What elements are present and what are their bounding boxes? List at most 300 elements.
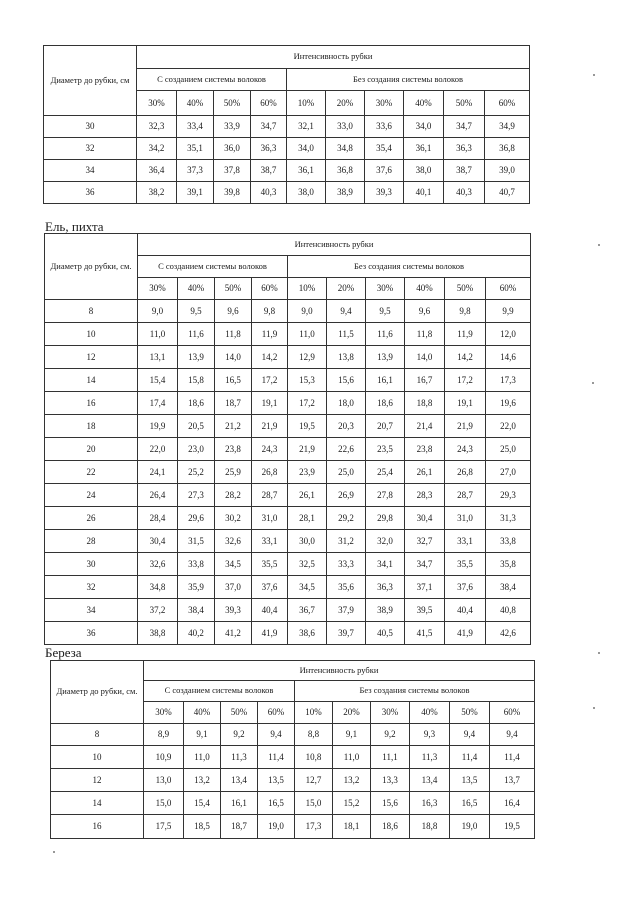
value-cell: 12,9 xyxy=(288,346,327,369)
table-row xyxy=(45,599,531,622)
value-cell: 40,1 xyxy=(404,182,444,204)
percent-header-without: 40% xyxy=(410,702,450,724)
percent-header-with: 30% xyxy=(144,702,184,724)
table-row xyxy=(45,461,531,484)
value-cell: 37,3 xyxy=(177,160,214,182)
diameter-cell: 34 xyxy=(44,160,137,182)
diameter-cell: 10 xyxy=(45,323,138,346)
percent-header-with: 40% xyxy=(177,91,214,116)
value-cell: 33,4 xyxy=(177,116,214,138)
value-cell: 11,0 xyxy=(138,323,178,346)
percent-header-with: 30% xyxy=(137,91,177,116)
value-cell: 11,6 xyxy=(366,323,405,346)
value-cell: 39,0 xyxy=(485,160,530,182)
table-row xyxy=(45,438,531,461)
intensity-header: Интенсивность рубки xyxy=(144,661,535,681)
value-cell: 39,3 xyxy=(215,599,252,622)
value-cell: 13,3 xyxy=(371,769,410,792)
value-cell: 29,6 xyxy=(178,507,215,530)
value-cell: 32,0 xyxy=(366,530,405,553)
table-row xyxy=(45,346,531,369)
value-cell: 38,6 xyxy=(288,622,327,645)
value-cell: 24,1 xyxy=(138,461,178,484)
value-cell: 33,3 xyxy=(327,553,366,576)
value-cell: 16,1 xyxy=(221,792,258,815)
percent-header-without: 50% xyxy=(445,278,486,300)
section-title-birch: Береза xyxy=(45,645,82,660)
value-cell: 41,9 xyxy=(252,622,288,645)
table-row xyxy=(44,138,530,160)
value-cell: 26,8 xyxy=(445,461,486,484)
value-cell: 28,4 xyxy=(138,507,178,530)
value-cell: 40,3 xyxy=(251,182,287,204)
value-cell: 36,0 xyxy=(214,138,251,160)
value-cell: 37,2 xyxy=(138,599,178,622)
value-cell: 18,8 xyxy=(410,815,450,839)
table-row xyxy=(45,300,531,323)
value-cell: 11,8 xyxy=(215,323,252,346)
scan-speck xyxy=(593,74,595,76)
value-cell: 39,7 xyxy=(327,622,366,645)
value-cell: 11,6 xyxy=(178,323,215,346)
scan-speck xyxy=(598,244,600,246)
value-cell: 42,6 xyxy=(486,622,531,645)
value-cell: 13,9 xyxy=(366,346,405,369)
value-cell: 36,3 xyxy=(366,576,405,599)
value-cell: 32,6 xyxy=(138,553,178,576)
value-cell: 31,5 xyxy=(178,530,215,553)
value-cell: 16,1 xyxy=(366,369,405,392)
diameter-cell: 32 xyxy=(45,576,138,599)
value-cell: 31,0 xyxy=(445,507,486,530)
value-cell: 25,9 xyxy=(215,461,252,484)
value-cell: 33,8 xyxy=(486,530,531,553)
data-table-continuation xyxy=(43,45,530,204)
diameter-cell: 12 xyxy=(51,769,144,792)
value-cell: 14,2 xyxy=(445,346,486,369)
value-cell: 13,2 xyxy=(333,769,371,792)
value-cell: 40,8 xyxy=(486,599,531,622)
value-cell: 28,3 xyxy=(405,484,445,507)
value-cell: 38,4 xyxy=(178,599,215,622)
value-cell: 26,1 xyxy=(405,461,445,484)
percent-header-with: 60% xyxy=(251,91,287,116)
value-cell: 38,0 xyxy=(287,182,326,204)
value-cell: 34,8 xyxy=(138,576,178,599)
value-cell: 25,0 xyxy=(327,461,366,484)
intensity-header: Интенсивность рубки xyxy=(137,46,530,69)
diameter-cell: 24 xyxy=(45,484,138,507)
diameter-cell: 16 xyxy=(51,815,144,839)
value-cell: 30,4 xyxy=(405,507,445,530)
value-cell: 26,8 xyxy=(252,461,288,484)
value-cell: 17,2 xyxy=(288,392,327,415)
value-cell: 36,7 xyxy=(288,599,327,622)
value-cell: 26,4 xyxy=(138,484,178,507)
value-cell: 31,2 xyxy=(327,530,366,553)
value-cell: 13,2 xyxy=(184,769,221,792)
value-cell: 11,1 xyxy=(371,746,410,769)
value-cell: 18,7 xyxy=(221,815,258,839)
diameter-cell: 26 xyxy=(45,507,138,530)
value-cell: 9,0 xyxy=(288,300,327,323)
value-cell: 9,0 xyxy=(138,300,178,323)
percent-header-without: 20% xyxy=(326,91,365,116)
value-cell: 10,9 xyxy=(144,746,184,769)
value-cell: 40,2 xyxy=(178,622,215,645)
value-cell: 18,5 xyxy=(184,815,221,839)
value-cell: 13,9 xyxy=(178,346,215,369)
value-cell: 15,0 xyxy=(295,792,333,815)
percent-header-without: 60% xyxy=(490,702,535,724)
data-table-birch xyxy=(50,660,535,839)
value-cell: 38,8 xyxy=(138,622,178,645)
value-cell: 9,2 xyxy=(221,724,258,746)
value-cell: 34,0 xyxy=(404,116,444,138)
value-cell: 9,4 xyxy=(490,724,535,746)
value-cell: 16,3 xyxy=(410,792,450,815)
without-system-header: Без создания системы волоков xyxy=(295,681,535,702)
value-cell: 11,4 xyxy=(258,746,295,769)
value-cell: 30,0 xyxy=(288,530,327,553)
value-cell: 13,7 xyxy=(490,769,535,792)
percent-header-with: 40% xyxy=(178,278,215,300)
value-cell: 21,4 xyxy=(405,415,445,438)
table-row xyxy=(45,392,531,415)
value-cell: 34,7 xyxy=(405,553,445,576)
diameter-cell: 16 xyxy=(45,392,138,415)
table-row xyxy=(44,116,530,138)
value-cell: 38,9 xyxy=(326,182,365,204)
value-cell: 27,8 xyxy=(366,484,405,507)
diameter-cell: 22 xyxy=(45,461,138,484)
value-cell: 19,6 xyxy=(486,392,531,415)
value-cell: 30,2 xyxy=(215,507,252,530)
value-cell: 37,8 xyxy=(214,160,251,182)
value-cell: 13,5 xyxy=(258,769,295,792)
value-cell: 25,4 xyxy=(366,461,405,484)
value-cell: 37,9 xyxy=(327,599,366,622)
value-cell: 20,7 xyxy=(366,415,405,438)
diameter-cell: 14 xyxy=(51,792,144,815)
value-cell: 35,5 xyxy=(445,553,486,576)
table-row xyxy=(51,724,535,746)
value-cell: 36,3 xyxy=(251,138,287,160)
value-cell: 14,0 xyxy=(215,346,252,369)
value-cell: 32,3 xyxy=(137,116,177,138)
value-cell: 15,0 xyxy=(144,792,184,815)
value-cell: 14,6 xyxy=(486,346,531,369)
value-cell: 17,4 xyxy=(138,392,178,415)
value-cell: 11,8 xyxy=(405,323,445,346)
value-cell: 13,1 xyxy=(138,346,178,369)
table-row xyxy=(51,746,535,769)
value-cell: 22,6 xyxy=(327,438,366,461)
table-row xyxy=(45,323,531,346)
value-cell: 34,7 xyxy=(251,116,287,138)
value-cell: 14,2 xyxy=(252,346,288,369)
value-cell: 18,8 xyxy=(405,392,445,415)
percent-header-without: 20% xyxy=(333,702,371,724)
value-cell: 8,9 xyxy=(144,724,184,746)
value-cell: 25,0 xyxy=(486,438,531,461)
percent-header-without: 10% xyxy=(287,91,326,116)
table-row xyxy=(45,415,531,438)
value-cell: 38,0 xyxy=(404,160,444,182)
value-cell: 19,5 xyxy=(490,815,535,839)
value-cell: 41,5 xyxy=(405,622,445,645)
percent-header-with: 40% xyxy=(184,702,221,724)
value-cell: 23,8 xyxy=(215,438,252,461)
value-cell: 15,3 xyxy=(288,369,327,392)
value-cell: 18,6 xyxy=(366,392,405,415)
value-cell: 21,2 xyxy=(215,415,252,438)
value-cell: 36,8 xyxy=(326,160,365,182)
value-cell: 18,6 xyxy=(178,392,215,415)
percent-header-without: 30% xyxy=(371,702,410,724)
value-cell: 31,0 xyxy=(252,507,288,530)
value-cell: 19,0 xyxy=(258,815,295,839)
value-cell: 12,0 xyxy=(486,323,531,346)
value-cell: 11,0 xyxy=(333,746,371,769)
value-cell: 17,3 xyxy=(486,369,531,392)
value-cell: 10,8 xyxy=(295,746,333,769)
value-cell: 9,6 xyxy=(215,300,252,323)
table-row xyxy=(45,622,531,645)
value-cell: 19,1 xyxy=(252,392,288,415)
value-cell: 9,4 xyxy=(258,724,295,746)
percent-header-without: 60% xyxy=(486,278,531,300)
value-cell: 16,4 xyxy=(490,792,535,815)
value-cell: 38,7 xyxy=(251,160,287,182)
percent-header-without: 60% xyxy=(485,91,530,116)
value-cell: 40,4 xyxy=(445,599,486,622)
value-cell: 9,4 xyxy=(327,300,366,323)
table-row xyxy=(51,815,535,839)
value-cell: 35,5 xyxy=(252,553,288,576)
value-cell: 19,1 xyxy=(445,392,486,415)
value-cell: 16,7 xyxy=(405,369,445,392)
value-cell: 11,9 xyxy=(252,323,288,346)
value-cell: 15,8 xyxy=(178,369,215,392)
value-cell: 9,5 xyxy=(178,300,215,323)
table-row xyxy=(44,160,530,182)
percent-header-with: 50% xyxy=(214,91,251,116)
value-cell: 11,0 xyxy=(288,323,327,346)
diameter-cell: 20 xyxy=(45,438,138,461)
value-cell: 13,0 xyxy=(144,769,184,792)
value-cell: 24,3 xyxy=(445,438,486,461)
value-cell: 35,4 xyxy=(365,138,404,160)
diameter-cell: 30 xyxy=(44,116,137,138)
value-cell: 38,7 xyxy=(444,160,485,182)
value-cell: 37,0 xyxy=(215,576,252,599)
value-cell: 18,0 xyxy=(327,392,366,415)
value-cell: 36,1 xyxy=(287,160,326,182)
percent-header-with: 50% xyxy=(215,278,252,300)
value-cell: 28,7 xyxy=(445,484,486,507)
value-cell: 33,6 xyxy=(365,116,404,138)
diameter-cell: 14 xyxy=(45,369,138,392)
value-cell: 28,7 xyxy=(252,484,288,507)
scan-speck xyxy=(593,707,595,709)
value-cell: 14,0 xyxy=(405,346,445,369)
percent-header-without: 10% xyxy=(295,702,333,724)
value-cell: 37,1 xyxy=(405,576,445,599)
value-cell: 16,5 xyxy=(215,369,252,392)
value-cell: 32,7 xyxy=(405,530,445,553)
value-cell: 34,2 xyxy=(137,138,177,160)
value-cell: 36,8 xyxy=(485,138,530,160)
value-cell: 39,3 xyxy=(365,182,404,204)
value-cell: 32,5 xyxy=(288,553,327,576)
value-cell: 23,5 xyxy=(366,438,405,461)
value-cell: 41,2 xyxy=(215,622,252,645)
value-cell: 13,8 xyxy=(327,346,366,369)
value-cell: 31,3 xyxy=(486,507,531,530)
value-cell: 23,8 xyxy=(405,438,445,461)
value-cell: 19,9 xyxy=(138,415,178,438)
value-cell: 40,7 xyxy=(485,182,530,204)
value-cell: 39,1 xyxy=(177,182,214,204)
diameter-cell: 36 xyxy=(44,182,137,204)
value-cell: 13,5 xyxy=(450,769,490,792)
value-cell: 21,9 xyxy=(252,415,288,438)
value-cell: 11,3 xyxy=(410,746,450,769)
value-cell: 36,1 xyxy=(404,138,444,160)
value-cell: 9,3 xyxy=(410,724,450,746)
scan-speck xyxy=(592,382,594,384)
value-cell: 40,5 xyxy=(366,622,405,645)
value-cell: 27,3 xyxy=(178,484,215,507)
percent-header-without: 20% xyxy=(327,278,366,300)
value-cell: 29,8 xyxy=(366,507,405,530)
scan-speck xyxy=(53,851,55,853)
value-cell: 9,1 xyxy=(184,724,221,746)
value-cell: 21,9 xyxy=(445,415,486,438)
value-cell: 13,4 xyxy=(410,769,450,792)
value-cell: 38,4 xyxy=(486,576,531,599)
value-cell: 37,6 xyxy=(445,576,486,599)
value-cell: 18,6 xyxy=(371,815,410,839)
value-cell: 11,4 xyxy=(490,746,535,769)
value-cell: 35,1 xyxy=(177,138,214,160)
percent-header-without: 10% xyxy=(288,278,327,300)
value-cell: 34,9 xyxy=(485,116,530,138)
value-cell: 37,6 xyxy=(252,576,288,599)
value-cell: 34,0 xyxy=(287,138,326,160)
with-system-header: С созданием системы волоков xyxy=(137,69,287,91)
section-title-spruce-fir: Ель, пихта xyxy=(45,219,104,234)
value-cell: 34,1 xyxy=(366,553,405,576)
value-cell: 34,5 xyxy=(288,576,327,599)
value-cell: 12,7 xyxy=(295,769,333,792)
table-row xyxy=(44,182,530,204)
value-cell: 41,9 xyxy=(445,622,486,645)
value-cell: 16,5 xyxy=(258,792,295,815)
percent-header-with: 60% xyxy=(258,702,295,724)
value-cell: 9,2 xyxy=(371,724,410,746)
value-cell: 30,4 xyxy=(138,530,178,553)
value-cell: 11,5 xyxy=(327,323,366,346)
value-cell: 11,0 xyxy=(184,746,221,769)
value-cell: 22,0 xyxy=(486,415,531,438)
value-cell: 9,8 xyxy=(445,300,486,323)
without-system-header: Без создания системы волоков xyxy=(287,69,530,91)
table-row xyxy=(51,769,535,792)
value-cell: 39,5 xyxy=(405,599,445,622)
value-cell: 15,6 xyxy=(371,792,410,815)
with-system-header: С созданием системы волоков xyxy=(144,681,295,702)
percent-header-with: 60% xyxy=(252,278,288,300)
value-cell: 26,1 xyxy=(288,484,327,507)
with-system-header: С созданием системы волоков xyxy=(138,256,288,278)
value-cell: 32,1 xyxy=(287,116,326,138)
diameter-cell: 36 xyxy=(45,622,138,645)
diameter-header: Диаметр до рубки, см. xyxy=(45,234,138,300)
value-cell: 16,5 xyxy=(450,792,490,815)
value-cell: 23,0 xyxy=(178,438,215,461)
value-cell: 9,8 xyxy=(252,300,288,323)
percent-header-without: 30% xyxy=(365,91,404,116)
value-cell: 34,5 xyxy=(215,553,252,576)
value-cell: 17,2 xyxy=(252,369,288,392)
diameter-cell: 28 xyxy=(45,530,138,553)
scan-speck xyxy=(598,652,600,654)
value-cell: 20,5 xyxy=(178,415,215,438)
without-system-header: Без создания системы волоков xyxy=(288,256,531,278)
intensity-header: Интенсивность рубки xyxy=(138,234,531,256)
value-cell: 18,1 xyxy=(333,815,371,839)
value-cell: 40,4 xyxy=(252,599,288,622)
diameter-cell: 12 xyxy=(45,346,138,369)
value-cell: 24,3 xyxy=(252,438,288,461)
data-table-spruce-fir xyxy=(44,233,531,645)
value-cell: 15,4 xyxy=(138,369,178,392)
value-cell: 36,4 xyxy=(137,160,177,182)
value-cell: 11,4 xyxy=(450,746,490,769)
percent-header-with: 30% xyxy=(138,278,178,300)
table-row xyxy=(51,792,535,815)
value-cell: 9,9 xyxy=(486,300,531,323)
value-cell: 29,3 xyxy=(486,484,531,507)
value-cell: 19,0 xyxy=(450,815,490,839)
diameter-header: Диаметр до рубки, см xyxy=(44,46,137,116)
value-cell: 18,7 xyxy=(215,392,252,415)
value-cell: 13,4 xyxy=(221,769,258,792)
value-cell: 33,1 xyxy=(252,530,288,553)
value-cell: 40,3 xyxy=(444,182,485,204)
diameter-header: Диаметр до рубки, см. xyxy=(51,661,144,724)
value-cell: 11,9 xyxy=(445,323,486,346)
value-cell: 28,1 xyxy=(288,507,327,530)
value-cell: 36,3 xyxy=(444,138,485,160)
value-cell: 23,9 xyxy=(288,461,327,484)
table-row xyxy=(45,553,531,576)
percent-header-without: 50% xyxy=(444,91,485,116)
table-row xyxy=(45,369,531,392)
value-cell: 37,6 xyxy=(365,160,404,182)
value-cell: 34,7 xyxy=(444,116,485,138)
value-cell: 38,2 xyxy=(137,182,177,204)
value-cell: 17,3 xyxy=(295,815,333,839)
value-cell: 9,6 xyxy=(405,300,445,323)
value-cell: 21,9 xyxy=(288,438,327,461)
value-cell: 35,9 xyxy=(178,576,215,599)
value-cell: 25,2 xyxy=(178,461,215,484)
value-cell: 29,2 xyxy=(327,507,366,530)
value-cell: 32,6 xyxy=(215,530,252,553)
